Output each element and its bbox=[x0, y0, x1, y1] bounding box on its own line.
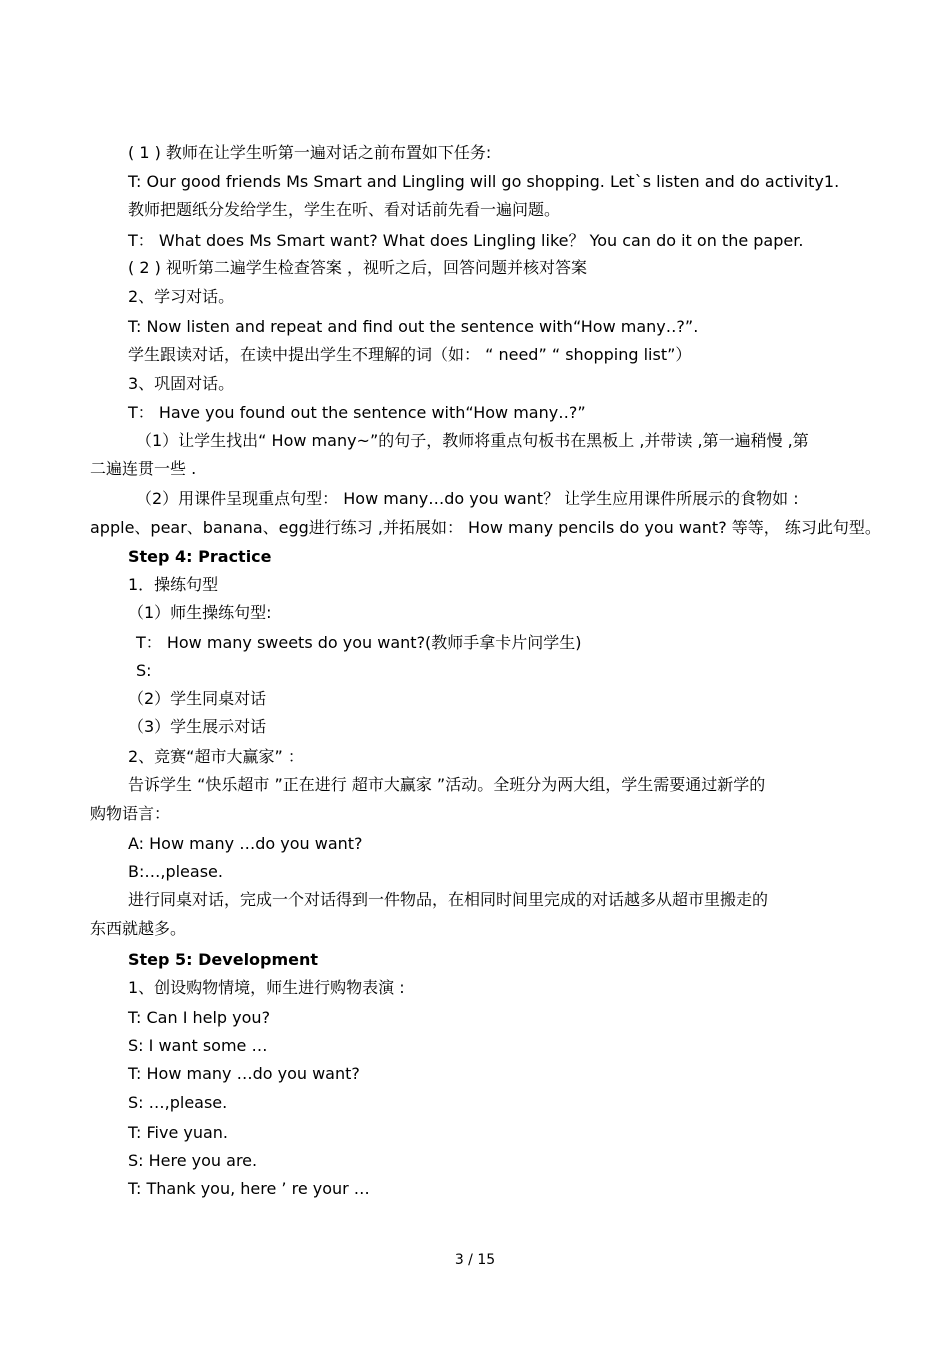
body-text-line: 教师把题纸分发给学生，学生在听、看对话前先看一遍问题。 bbox=[128, 200, 561, 219]
body-text-line: 东西就越多。 bbox=[90, 919, 187, 938]
dialogue-line: S: Here you are. bbox=[128, 1151, 258, 1170]
dialogue-line: S: …,please. bbox=[128, 1093, 228, 1112]
body-text-line: （1）师生操练句型: bbox=[128, 603, 272, 622]
step-heading: Step 4: Practice bbox=[128, 547, 272, 566]
body-text-line: 学生跟读对话，在读中提出学生不理解的词（如： “ need” “ shopping list”） bbox=[128, 345, 692, 364]
body-text-line: 购物语言： bbox=[90, 804, 171, 823]
section-heading: 2、学习对话。 bbox=[128, 287, 235, 306]
dialogue-line: T: Can I help you? bbox=[128, 1008, 271, 1027]
body-text-line: apple、pear、banana、egg进行练习 ,并拓展如： How many pencils do you want? 等等， 练习此句型。 bbox=[90, 518, 881, 537]
section-heading: 3、巩固对话。 bbox=[128, 374, 235, 393]
teacher-line: T： Have you found out the sentence with“How many‥?” bbox=[128, 403, 586, 422]
body-text-line: （2）用课件呈现重点句型： How many…do you want？ 让学生应用课件所展示的食物如 : bbox=[136, 489, 799, 508]
dialogue-line: B:…,please. bbox=[128, 862, 223, 881]
body-text-line: 二遍连贯一些 . bbox=[90, 459, 197, 478]
dialogue-line: A: How many …do you want? bbox=[128, 834, 363, 853]
body-text-line: 告诉学生 “快乐超市 ”正在进行 超市大赢家 ”活动。全班分为两大组，学生需要通过新学的 bbox=[128, 775, 766, 794]
body-text-line: 进行同桌对话，完成一个对话得到一件物品，在相同时间里完成的对话越多从超市里搬走的 bbox=[128, 890, 769, 909]
student-line: S: bbox=[136, 661, 152, 680]
task-intro-line: ( 1 ) 教师在让学生听第一遍对话之前布置如下任务: bbox=[128, 143, 492, 162]
body-text-line: （2）学生同桌对话 bbox=[128, 689, 267, 708]
dialogue-line: T: Five yuan. bbox=[128, 1123, 229, 1142]
page-number: 3 / 15 bbox=[454, 1252, 496, 1268]
body-text-line: （3）学生展示对话 bbox=[128, 717, 267, 736]
body-text-line: ( 2 ) 视听第二遍学生检查答案 ，视听之后，回答问题并核对答案 bbox=[128, 258, 588, 277]
dialogue-line: S: I want some … bbox=[128, 1036, 268, 1055]
teacher-line: T: Our good friends Ms Smart and Lingling will go shopping. Let`s listen and do activity1. bbox=[128, 172, 840, 191]
teacher-line: T： What does Ms Smart want? What does Lingling like？ You can do it on the paper. bbox=[128, 231, 804, 250]
body-text-line: （1）让学生找出“ How many~”的句子，教师将重点句板书在黑板上 ,并带读 ,第一遍稍慢 ,第 bbox=[136, 431, 809, 450]
section-heading: 1．操练句型 bbox=[128, 575, 219, 594]
section-heading: 2、竞赛“超市大赢家” ： bbox=[128, 747, 304, 766]
teacher-line: T: Now listen and repeat and find out the sentence with“How many‥?”. bbox=[128, 317, 699, 336]
dialogue-line: T: How many …do you want? bbox=[128, 1064, 360, 1083]
step-heading: Step 5: Development bbox=[128, 950, 319, 969]
teacher-line: T： How many sweets do you want?(教师手拿卡片问学生) bbox=[136, 633, 582, 652]
dialogue-line: T: Thank you, here ’ re your … bbox=[128, 1179, 370, 1198]
section-heading: 1、创设购物情境，师生进行购物表演 : bbox=[128, 978, 405, 997]
